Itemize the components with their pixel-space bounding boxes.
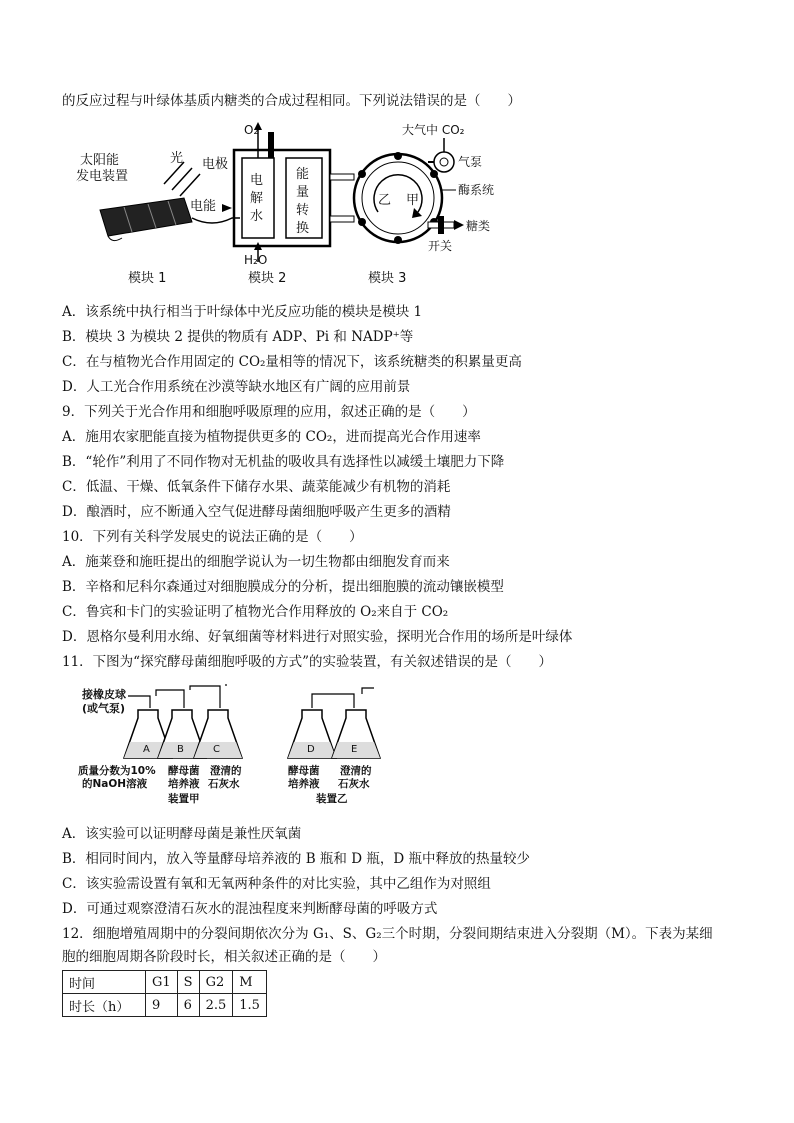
table-header-cell: G2: [199, 971, 233, 994]
q9-option-c: C．低温、干燥、低氧条件下储存水果、蔬菜能减少有机物的消耗: [62, 479, 451, 495]
light-arrows-icon: [164, 162, 200, 196]
bulb-label-1: 接橡皮球: [82, 688, 126, 701]
q9-option-b: B．“轮作”利用了不同作物对无机盐的吸收具有选择性以减缓土壤肥力下降: [62, 454, 505, 470]
conversion-char-2: 量: [296, 185, 310, 200]
q10-option-b: B．辛格和尼科尔森通过对细胞膜成分的分析，提出细胞膜的流动镶嵌模型: [62, 579, 504, 595]
lime-label-2: 石灰水: [208, 778, 240, 790]
table-cell: 2.5: [199, 994, 233, 1017]
bulb-label-2: (或气泵): [82, 702, 126, 715]
module-2-label: 模块 2: [248, 271, 287, 286]
table-cell: 1.5: [233, 994, 267, 1017]
naoh-label-2: 的NaOH溶液: [82, 778, 148, 790]
yeast2-label-1: 酵母菌: [288, 765, 320, 777]
q12-stem-line-2: 胞的细胞周期各阶段时长，相关叙述正确的是（ ）: [62, 949, 386, 965]
switch-label: 开关: [428, 239, 453, 253]
q9-option-a: A．施用农家肥能直接为植物提供更多的 CO₂，进而提高光合作用速率: [62, 429, 481, 445]
q11-stem: 11．下图为“探究酵母菌细胞呼吸的方式”的实验装置，有关叙述错误的是（ ）: [62, 654, 552, 670]
table-cell: 时长（h）: [63, 994, 146, 1017]
lime2-label-1: 澄清的: [340, 765, 372, 777]
electrolysis-char-2: 解: [250, 191, 264, 206]
table-header-cell: 时间: [63, 971, 146, 994]
yeast-label-1: 酵母菌: [168, 765, 200, 777]
q8-option-d: D．人工光合作用系统在沙漠等缺水地区有广阔的应用前景: [62, 379, 411, 395]
flask-a-label: A: [143, 744, 150, 755]
pump-label: 气泵: [458, 155, 483, 169]
yeast-respiration-apparatus: [72, 684, 392, 806]
flask-e-label: E: [351, 744, 358, 755]
table-header-cell: S: [177, 971, 199, 994]
module-3-label: 模块 3: [368, 271, 407, 286]
table-header-row: [63, 971, 267, 994]
solar-panel-icon: [100, 198, 192, 241]
o2-label: O₂: [244, 123, 259, 137]
flask-d-label: D: [307, 744, 315, 755]
q11-option-c: C．该实验需设置有氧和无氧两种条件的对比实验，其中乙组作为对照组: [62, 876, 491, 892]
table-cell: 6: [177, 994, 199, 1017]
q12-stem-line-1: 12．细胞增殖周期中的分裂间期依次分为 G₁、S、G₂三个时期，分裂间期结束进入分裂期（M）。下表为某细: [62, 926, 713, 942]
q8-stem-tail: 的反应过程与叶绿体基质内糖类的合成过程相同。下列说法错误的是（ ）: [62, 93, 521, 109]
yeast-label-2: 培养液: [168, 778, 200, 790]
lime2-label-2: 石灰水: [338, 778, 370, 790]
module-1-label: 模块 1: [128, 271, 167, 286]
setup-jia-label: 装置甲: [168, 793, 200, 805]
q8-option-a: A．该系统中执行相当于叶绿体中光反应功能的模块是模块 1: [62, 304, 423, 320]
co2-label: 大气中 CO₂: [402, 123, 465, 137]
q10-stem: 10．下列有关科学发展史的说法正确的是（ ）: [62, 529, 363, 545]
electrode-label: 电极: [202, 157, 229, 172]
enzyme-label: 酶系统: [458, 183, 495, 197]
table-row: [63, 994, 267, 1017]
table-cell: 9: [146, 994, 178, 1017]
q9-stem: 9．下列关于光合作用和细胞呼吸原理的应用，叙述正确的是（ ）: [62, 404, 476, 420]
jia-label: 甲: [406, 193, 420, 208]
light-label: 光: [170, 151, 184, 166]
sugar-label: 糖类: [466, 219, 491, 233]
q8-option-c: C．在与植物光合作用固定的 CO₂量相等的情况下，该系统糖类的积累量更高: [62, 354, 522, 370]
q10-option-a: A．施莱登和施旺提出的细胞学说认为一切生物都由细胞发育而来: [62, 554, 450, 570]
flask-c-label: C: [213, 744, 220, 755]
flask-b-label: B: [177, 744, 184, 755]
electrolysis-tank: [234, 122, 330, 262]
lime-label-1: 澄清的: [210, 765, 242, 777]
artificial-photosynthesis-diagram: [72, 118, 512, 294]
solar-label-2: 发电装置: [76, 169, 129, 184]
q11-option-d: D．可通过观察澄清石灰水的混浊程度来判断酵母菌的呼吸方式: [62, 901, 438, 917]
conversion-char-3: 转: [296, 203, 310, 218]
table-header-cell: M: [233, 971, 267, 994]
table-header-cell: G1: [146, 971, 178, 994]
electrolysis-char-1: 电: [250, 173, 264, 188]
q8-option-b: B．模块 3 为模块 2 提供的物质有 ADP、Pi 和 NADP⁺等: [62, 329, 414, 345]
cell-cycle-table: [62, 970, 267, 1017]
reaction-vessel: [354, 152, 442, 244]
setup-yi-label: 装置乙: [316, 793, 348, 805]
naoh-label-1: 质量分数为10%: [78, 765, 156, 777]
conversion-char-1: 能: [296, 167, 310, 182]
electrolysis-char-3: 水: [250, 209, 264, 224]
yeast2-label-2: 培养液: [288, 778, 320, 790]
yi-label: 乙: [378, 193, 392, 208]
q10-option-d: D．恩格尔曼利用水绵、好氧细菌等材料进行对照实验，探明光合作用的场所是叶绿体: [62, 629, 573, 645]
conversion-char-4: 换: [296, 221, 310, 236]
q11-option-a: A．该实验可以证明酵母菌是兼性厌氧菌: [62, 826, 302, 842]
power-label: 电能: [190, 199, 217, 214]
q9-option-d: D．酿酒时，应不断通入空气促进酵母菌细胞呼吸产生更多的酒精: [62, 504, 451, 520]
q11-option-b: B．相同时间内，放入等量酵母培养液的 B 瓶和 D 瓶，D 瓶中释放的热量较少: [62, 851, 530, 867]
solar-label-1: 太阳能: [80, 153, 120, 168]
q10-option-c: C．鲁宾和卡门的实验证明了植物光合作用释放的 O₂来自于 CO₂: [62, 604, 449, 620]
water-label: H₂O: [244, 253, 268, 267]
